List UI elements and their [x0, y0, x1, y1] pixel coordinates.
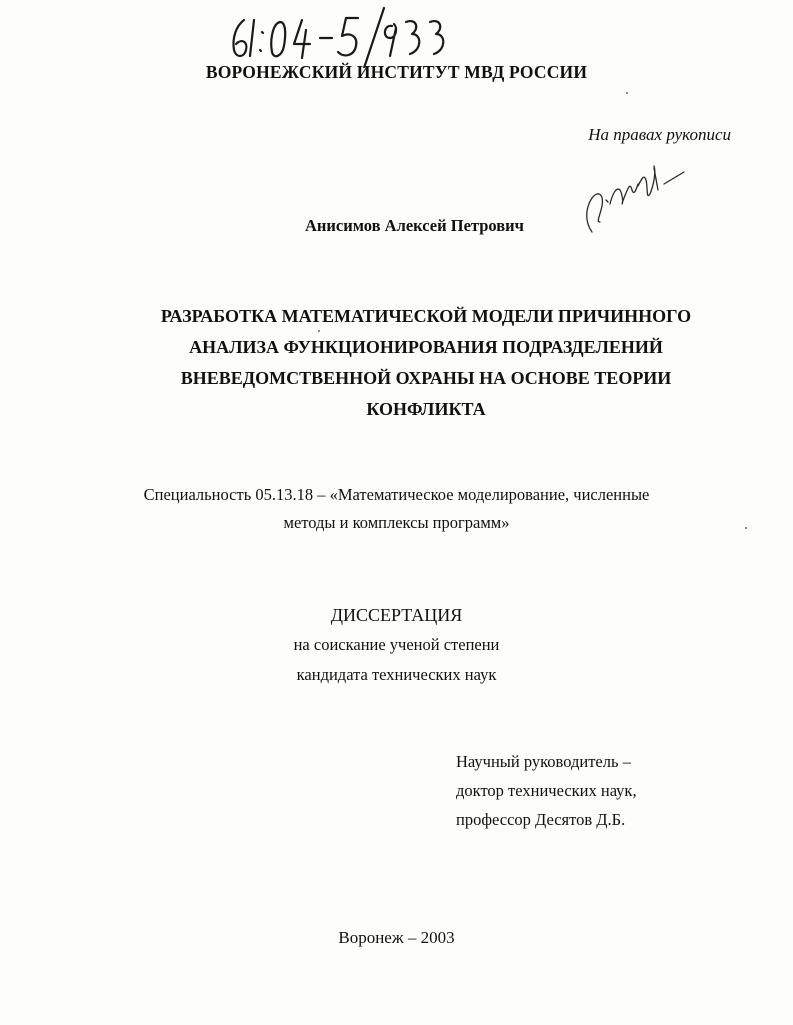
supervisor-line: доктор технических наук,: [456, 781, 637, 800]
degree-line: кандидата технических наук: [296, 665, 497, 684]
city-year: Воронеж – 2003: [338, 928, 455, 947]
dissertation-heading: ДИССЕРТАЦИЯ: [330, 605, 463, 625]
author-signature: [580, 160, 690, 235]
specialty-block: [0, 481, 793, 537]
author-name: Анисимов Алексей Петрович: [305, 216, 524, 235]
title-line: АНАЛИЗА ФУНКЦИОНИРОВАНИЯ ПОДРАЗДЕЛЕНИЙ: [189, 337, 663, 357]
institute-name: ВОРОНЕЖСКИЙ ИНСТИТУТ МВД РОССИИ: [205, 62, 588, 82]
scan-speck: [745, 527, 747, 529]
title-line: РАЗРАБОТКА МАТЕМАТИЧЕСКОЙ МОДЕЛИ ПРИЧИННОГО: [160, 306, 692, 326]
rights-note: На правах рукописи: [588, 125, 731, 144]
specialty-line: методы и комплексы программ»: [283, 513, 510, 532]
title-line: ВНЕВЕДОМСТВЕННОЙ ОХРАНЫ НА ОСНОВЕ ТЕОРИИ: [180, 368, 672, 388]
supervisor-block: [456, 747, 637, 834]
dissertation-title: [120, 301, 732, 425]
scan-speck: [318, 330, 320, 332]
supervisor-line: Научный руководитель –: [456, 752, 631, 771]
specialty-line: Специальность 05.13.18 – «Математическое моделирование, численные: [143, 485, 650, 504]
degree-line: на соискание ученой степени: [293, 635, 500, 654]
scan-speck: [626, 92, 628, 94]
dissertation-block: [0, 600, 793, 690]
supervisor-line: профессор Десятов Д.Б.: [456, 810, 626, 829]
handwritten-archive-code: [224, 6, 454, 68]
title-line: КОНФЛИКТА: [366, 399, 486, 419]
